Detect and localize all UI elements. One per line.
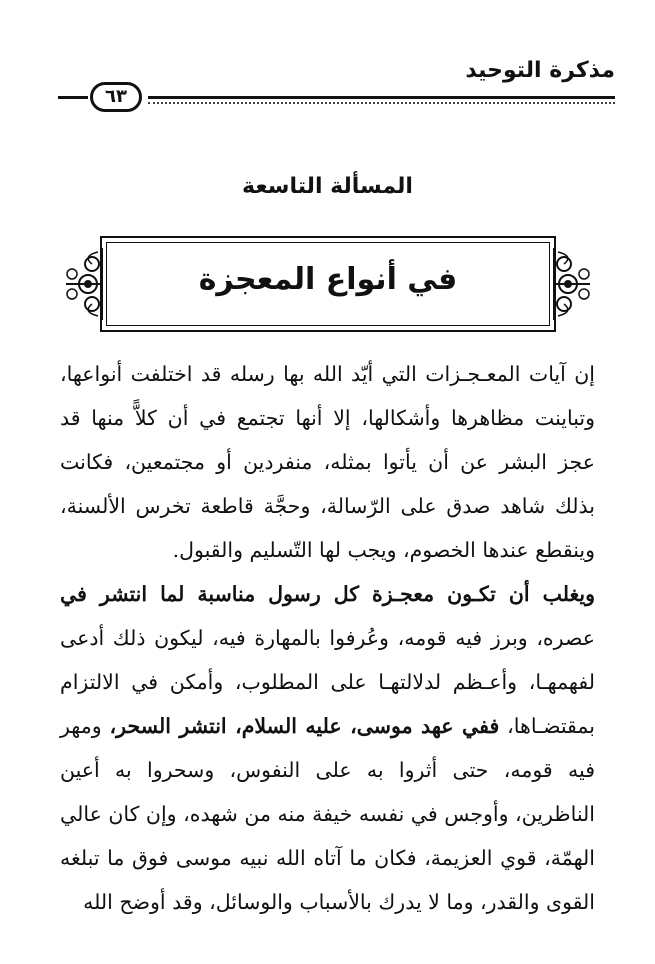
page-header [0, 0, 655, 120]
book-title: مذكرة التوحيد [465, 58, 615, 83]
chapter-title-frame [62, 236, 594, 332]
bold-mid: ففي عهد موسى، عليه السلام، انتشر السحر، [109, 714, 500, 738]
header-rule-short [58, 96, 88, 99]
paragraph-text: عصره، وبرز فيه قومه، وعُرفوا بالمهارة فيه، ليكون ذلك أدعى لفهمهـا، وأعـظم لدلالتهـا على المطلوب، وأمكن في الالتزام بمقتضـاها، [60, 626, 595, 738]
paragraph-text: ومهر فيه قومه، حتى أثروا به على النفوس، وسحروا به أعين الناظرين، وأوجس في نفسه خيفة منه من شهده، وإن كان عالي الهمّة، قوي العزيمة، فكان ما آتاه الله نبيه موسى فوق ما تبلغه القوى والقدر، وما لا يدرك بالأسباب والوسائل، وقد أوضح الله [60, 714, 595, 914]
page-number: ٦٣ [90, 82, 142, 112]
bold-lead: ويغلب أن تكـون معجـزة كل رسول مناسبة لما انتشر في [60, 582, 595, 606]
paragraph: إن آيات المعـجـزات التي أيّد الله بها رسله قد اختلفت أنواعها، وتباينت مظاهرها وأشكالها، إلا أنها تجتمع في أن كلاًّ منها قد عجز البشر عن أن يأتوا بمثله، منفردين أو مجتمعين، فكانت بذلك شاهد صدق على الرّسالة، وحجَّة قاطعة تخرس الألسنة، وينقطع عندها الخصوم، ويجب لها التّسليم والقبول. [60, 362, 595, 562]
paragraph [60, 572, 615, 924]
body-text [60, 352, 615, 924]
section-title: المسألة التاسعة [242, 174, 413, 199]
chapter-title: في أنواع المعجزة [198, 262, 458, 297]
header-rule [148, 96, 615, 99]
